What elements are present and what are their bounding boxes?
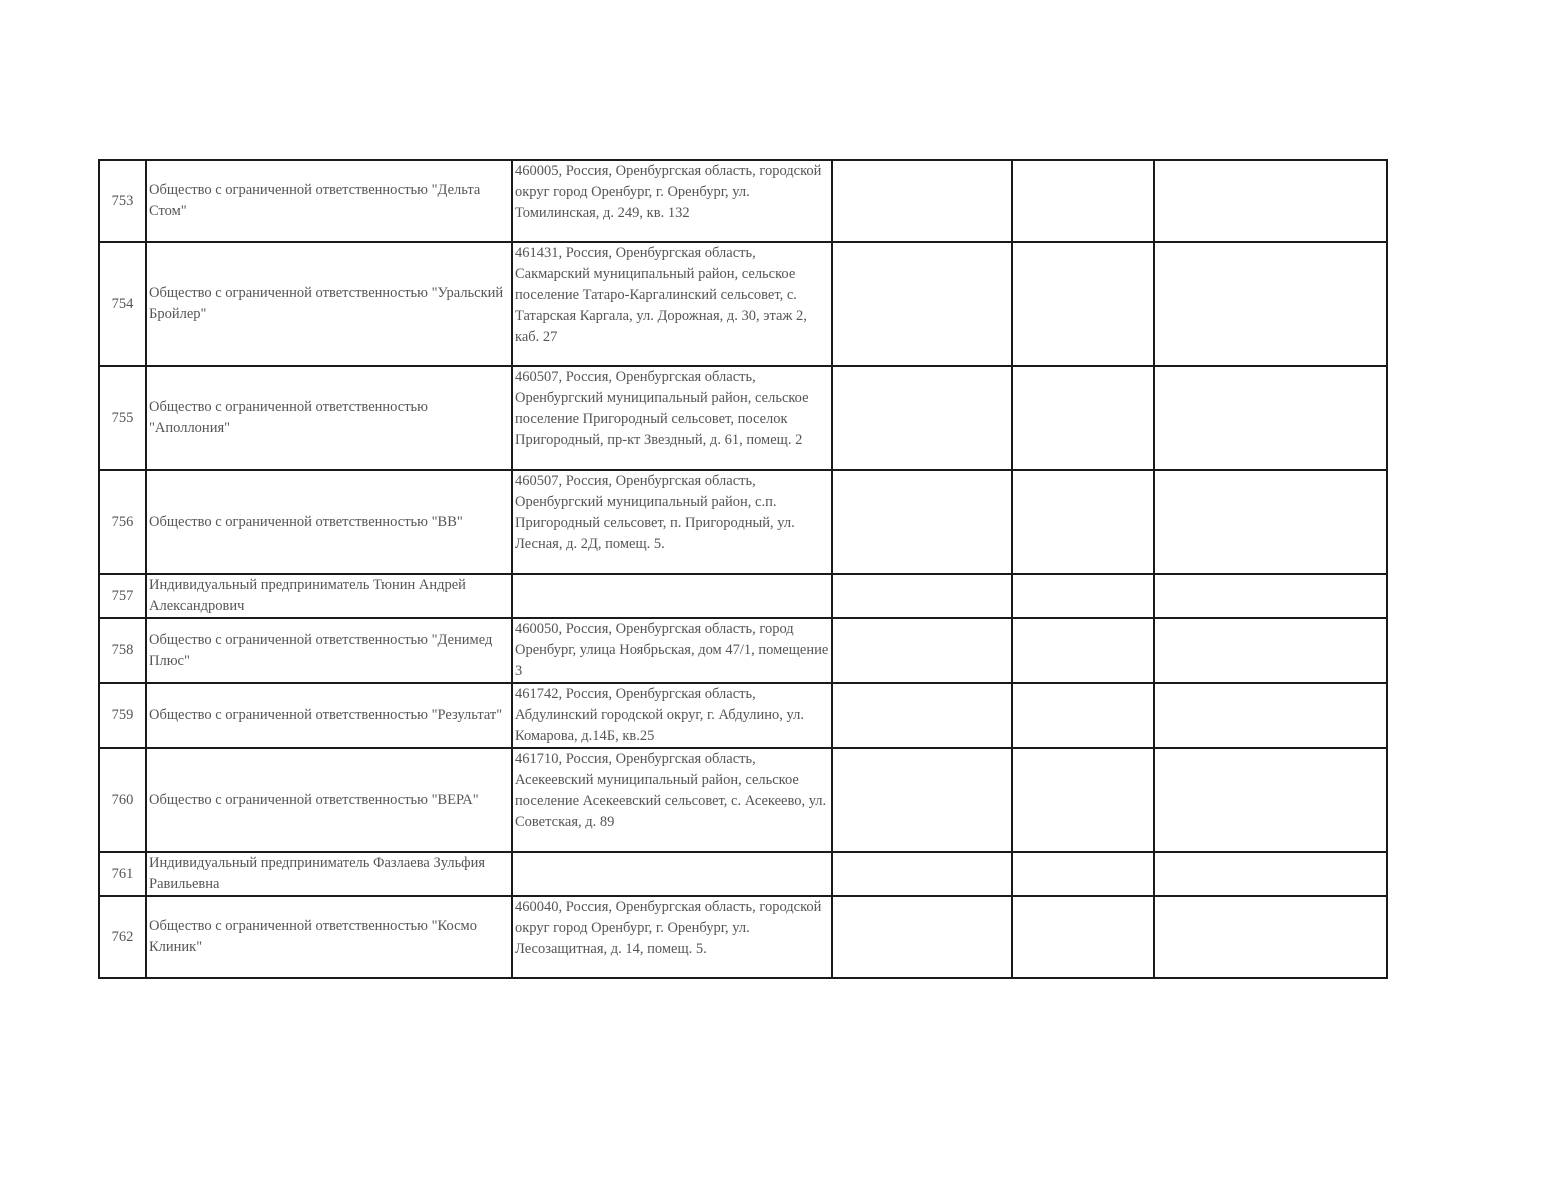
empty-cell [832,366,1012,470]
row-number: 755 [99,366,146,470]
organization-address: 461742, Россия, Оренбургская область, Абдулинский городской округ, г. Абдулино, ул. Комарова, д.14Б, кв.25 [512,683,832,748]
organization-name: Общество с ограниченной ответственностью "ВЕРА" [146,748,512,852]
row-number: 757 [99,574,146,618]
empty-cell [832,852,1012,896]
empty-cell [832,470,1012,574]
empty-cell [1012,366,1154,470]
empty-cell [1012,574,1154,618]
empty-cell [832,574,1012,618]
row-number: 760 [99,748,146,852]
table-row [99,160,1387,242]
table-row [99,618,1387,683]
organization-address: 460507, Россия, Оренбургская область, Оренбургский муниципальный район, с.п. Пригородный сельсовет, п. Пригородный, ул. Лесная, д. 2Д, помещ. 5. [512,470,832,574]
organization-address: 460050, Россия, Оренбургская область, город Оренбург, улица Ноябрьская, дом 47/1, помещение 3 [512,618,832,683]
organization-address: 460507, Россия, Оренбургская область, Оренбургский муниципальный район, сельское поселение Пригородный сельсовет, поселок Пригородный, пр-кт Звездный, д. 61, помещ. 2 [512,366,832,470]
empty-cell [832,160,1012,242]
table-row [99,683,1387,748]
table-row [99,470,1387,574]
organization-name: Общество с ограниченной ответственностью "ВВ" [146,470,512,574]
empty-cell [832,242,1012,366]
empty-cell [1012,748,1154,852]
table-row [99,574,1387,618]
empty-cell [1012,683,1154,748]
organization-name: Индивидуальный предприниматель Тюнин Андрей Александрович [146,574,512,618]
registry-table [98,159,1388,979]
empty-cell [1154,574,1387,618]
empty-cell [1154,242,1387,366]
organization-address: 460040, Россия, Оренбургская область, городской округ город Оренбург, г. Оренбург, ул. Лесозащитная, д. 14, помещ. 5. [512,896,832,978]
empty-cell [1154,748,1387,852]
organization-name: Общество с ограниченной ответственностью "Аполлония" [146,366,512,470]
table-row [99,896,1387,978]
row-number: 761 [99,852,146,896]
table-row [99,366,1387,470]
table-row [99,748,1387,852]
row-number: 753 [99,160,146,242]
table-row [99,852,1387,896]
organization-name: Общество с ограниченной ответственностью "Уральский Бройлер" [146,242,512,366]
empty-cell [832,748,1012,852]
row-number: 754 [99,242,146,366]
organization-name: Общество с ограниченной ответственностью "Результат" [146,683,512,748]
empty-cell [1154,366,1387,470]
row-number: 756 [99,470,146,574]
empty-cell [1154,618,1387,683]
organization-address: 460005, Россия, Оренбургская область, городской округ город Оренбург, г. Оренбург, ул. Томилинская, д. 249, кв. 132 [512,160,832,242]
organization-name: Общество с ограниченной ответственностью "Космо Клиник" [146,896,512,978]
empty-cell [1154,470,1387,574]
organization-name: Индивидуальный предприниматель Фазлаева Зульфия Равильевна [146,852,512,896]
organization-name: Общество с ограниченной ответственностью "Дельта Стом" [146,160,512,242]
row-number: 759 [99,683,146,748]
empty-cell [1012,852,1154,896]
row-number: 762 [99,896,146,978]
empty-cell [1154,160,1387,242]
empty-cell [1012,242,1154,366]
row-number: 758 [99,618,146,683]
empty-cell [1012,618,1154,683]
empty-cell [832,683,1012,748]
empty-cell [1012,470,1154,574]
empty-cell [1154,896,1387,978]
organization-address: 461431, Россия, Оренбургская область, Сакмарский муниципальный район, сельское поселение Татаро-Каргалинский сельсовет, с. Татарская Каргала, ул. Дорожная, д. 30, этаж 2, каб. 27 [512,242,832,366]
empty-cell [1154,852,1387,896]
empty-cell [1154,683,1387,748]
empty-cell [832,618,1012,683]
organization-address [512,574,832,618]
organization-address [512,852,832,896]
empty-cell [832,896,1012,978]
table-row [99,242,1387,366]
empty-cell [1012,896,1154,978]
organization-address: 461710, Россия, Оренбургская область, Асекеевский муниципальный район, сельское поселение Асекеевский сельсовет, с. Асекеево, ул. Советская, д. 89 [512,748,832,852]
registry-table-body [99,160,1387,978]
organization-name: Общество с ограниченной ответственностью "Денимед Плюс" [146,618,512,683]
empty-cell [1012,160,1154,242]
